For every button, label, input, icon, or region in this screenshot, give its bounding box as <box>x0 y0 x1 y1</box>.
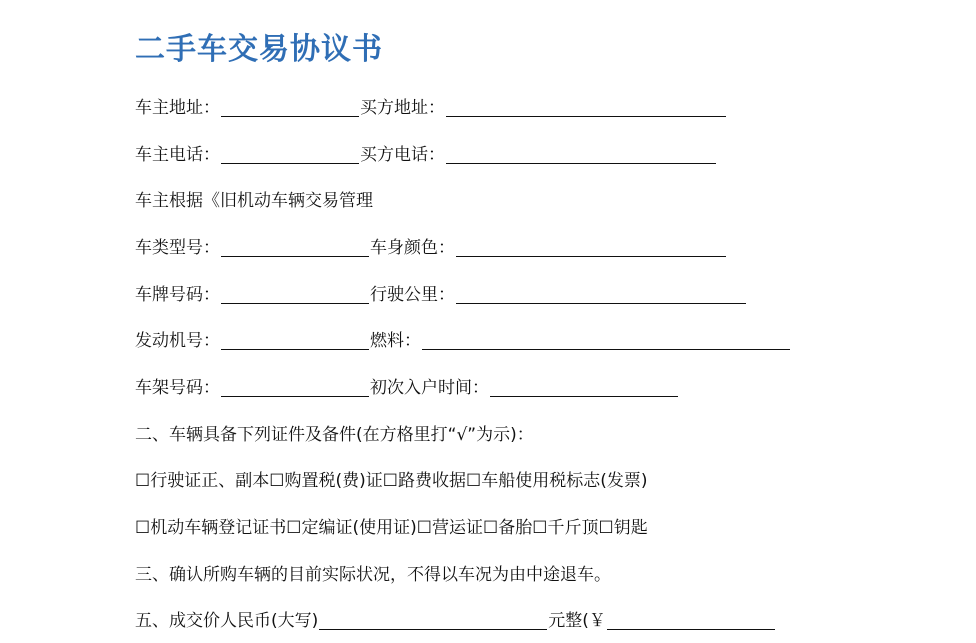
row-documents-heading <box>135 423 534 447</box>
price-number-field[interactable] <box>607 611 775 630</box>
documents-heading: 二、车辆具备下列证件及备件(在方格里打“√”为示)： <box>135 425 534 445</box>
documents-checklist-2[interactable]: ☐机动车辆登记证书☐定编证(使用证)☐营运证☐备胎☐千斤顶☐钥匙 <box>135 518 648 538</box>
row-plate-number <box>135 283 747 307</box>
fuel-label: 燃料： <box>370 331 421 351</box>
yuan-label: 元整(￥ <box>548 611 606 631</box>
body-color-field[interactable] <box>456 238 726 257</box>
seller-phone-label: 车主电话： <box>135 145 220 165</box>
mileage-label: 行驶公里： <box>370 285 455 305</box>
fuel-field[interactable] <box>422 331 790 350</box>
row-condition-clause <box>135 563 611 587</box>
row-engine-number <box>135 329 791 353</box>
body-color-label: 车身颜色： <box>370 238 455 258</box>
document-title: 二手车交易协议书 <box>135 32 383 67</box>
mileage-field[interactable] <box>456 285 746 304</box>
row-price <box>135 609 776 633</box>
plate-number-label: 车牌号码： <box>135 285 220 305</box>
condition-clause: 三、确认所购车辆的目前实际状况，不得以车况为由中途退车。 <box>135 565 611 585</box>
row-documents-list-2 <box>135 516 648 540</box>
engine-number-label: 发动机号： <box>135 331 220 351</box>
frame-number-label: 车架号码： <box>135 378 220 398</box>
buyer-phone-label: 买方电话： <box>360 145 445 165</box>
row-vehicle-model <box>135 236 727 260</box>
row-regulation-text <box>135 189 373 213</box>
price-words-field[interactable] <box>319 611 547 630</box>
frame-number-field[interactable] <box>221 378 369 397</box>
registration-date-label: 初次入户时间： <box>370 378 489 398</box>
regulation-text: 车主根据《旧机动车辆交易管理 <box>135 191 373 211</box>
row-documents-list-1 <box>135 469 648 493</box>
registration-date-field[interactable] <box>490 378 678 397</box>
row-owner-phone <box>135 143 717 167</box>
seller-address-field[interactable] <box>221 98 359 117</box>
engine-number-field[interactable] <box>221 331 369 350</box>
vehicle-model-field[interactable] <box>221 238 369 257</box>
buyer-address-label: 买方地址： <box>360 98 445 118</box>
buyer-phone-field[interactable] <box>446 145 716 164</box>
seller-address-label: 车主地址： <box>135 98 220 118</box>
documents-checklist-1[interactable]: ☐行驶证正、副本☐购置税(费)证☐路费收据☐车船使用税标志(发票) <box>135 471 648 491</box>
seller-phone-field[interactable] <box>221 145 359 164</box>
buyer-address-field[interactable] <box>446 98 726 117</box>
row-frame-number <box>135 376 679 400</box>
vehicle-model-label: 车类型号： <box>135 238 220 258</box>
price-label: 五、成交价人民币(大写) <box>135 611 319 631</box>
row-owner-address <box>135 96 727 120</box>
plate-number-field[interactable] <box>221 285 369 304</box>
